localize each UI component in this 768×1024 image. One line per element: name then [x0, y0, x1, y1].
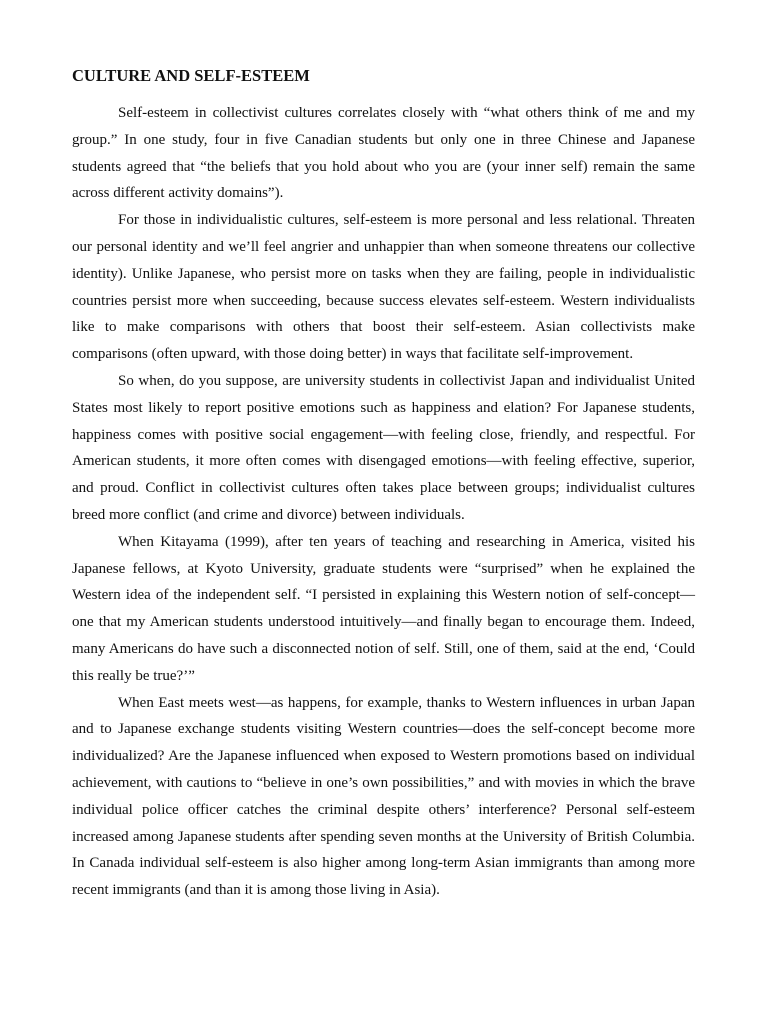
paragraph-5: When East meets west—as happens, for example, thanks to Western influences in urban Japan and to Japanese exchange students visiting Western countries—does the self-concept become more individualized? Are the Japanese influenced when exposed to Western promotions based on individual achievement, with cautions to “believe in one’s own possibilities,” and with movies in which the brave individual police officer catches the criminal despite others’ interference? Personal self-esteem increased among Japanese students after spending seven months at the University of British Columbia. In Canada individual self-esteem is also higher among long-term Asian immigrants than among more recent immigrants (and than it is among those living in Asia). — [72, 694, 695, 899]
document-page — [72, 64, 695, 904]
paragraph-1: Self-esteem in collectivist cultures correlates closely with “what others think of me and my group.” In one study, four in five Canadian students but only one in three Chinese and Japanese students agreed that “the beliefs that you hold about who you are (your inner self) remain the same across different activity domains”). — [72, 105, 695, 202]
paragraph-2: For those in individualistic cultures, self-esteem is more personal and less relational. Threaten our personal identity and we’ll feel angrier and unhappier than when someone threatens our collective identity). Unlike Japanese, who persist more on tasks when they are failing, people in individualistic countries persist more when succeeding, because success elevates self-esteem. Western individualists like to make comparisons with others that boost their self-esteem. Asian collectivists make comparisons (often upward, with those doing better) in ways that facilitate self-improvement. — [72, 212, 695, 363]
document-title: CULTURE AND SELF-ESTEEM — [72, 66, 310, 85]
paragraph-3: So when, do you suppose, are university students in collectivist Japan and individualist United States most likely to report positive emotions such as happiness and elation? For Japanese students, happiness comes with positive social engagement—with feeling close, friendly, and respectful. For American students, it more often comes with disengaged emotions—with feeling effective, superior, and proud. Conflict in collectivist cultures often takes place between groups; individualist cultures breed more conflict (and crime and divorce) between individuals. — [72, 372, 695, 523]
paragraph-4: When Kitayama (1999), after ten years of teaching and researching in America, visited his Japanese fellows, at Kyoto University, graduate students were “surprised” when he explained the Western idea of the independent self. “I persisted in explaining this Western notion of self-concept—one that my American students understood intuitively—and finally began to encourage them. Indeed, many Americans do have such a disconnected notion of self. Still, one of them, said at the end, ‘Could this really be true?’” — [72, 533, 695, 684]
